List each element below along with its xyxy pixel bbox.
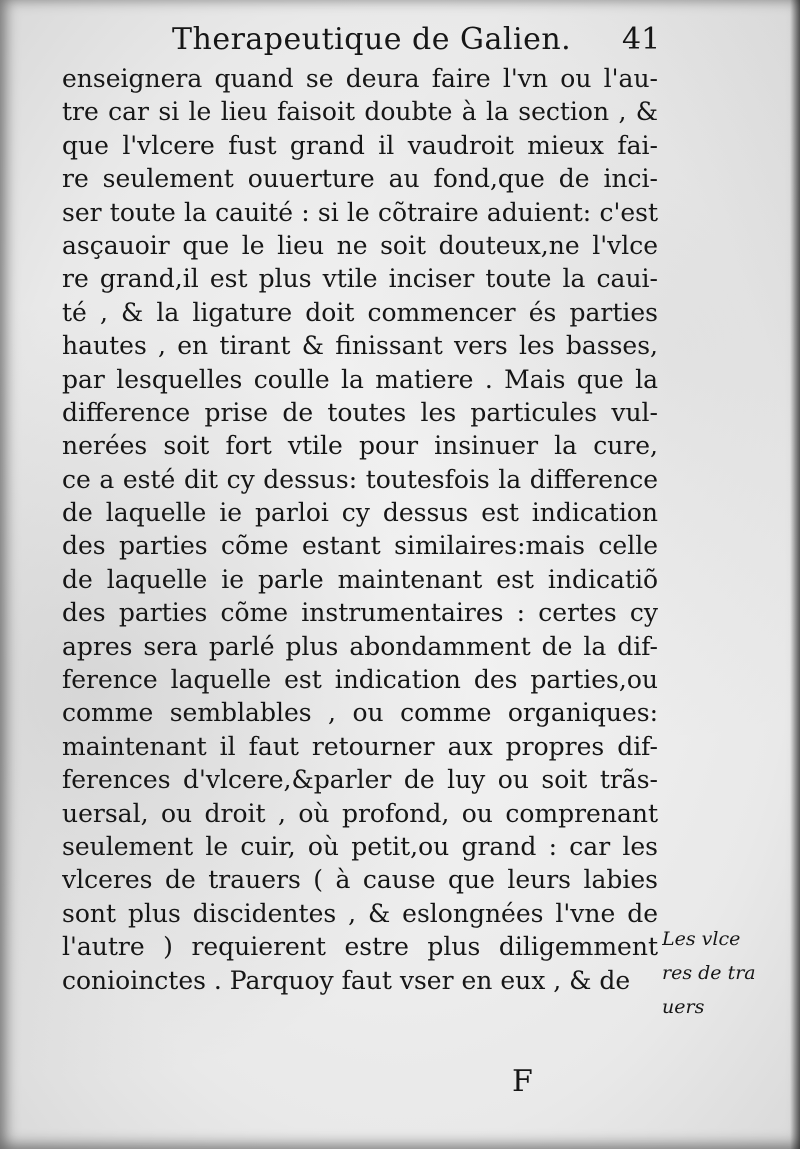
- text-line: des parties cõme estant similaires:mais celle: [62, 531, 658, 561]
- page-header: [0, 20, 800, 60]
- text-line: uersal, ou droit , où profond, ou comprenant: [62, 798, 658, 828]
- text-line: par lesquelles coulle la matiere . Mais que la: [62, 364, 658, 394]
- text-line: de laquelle ie parle maintenant est indicatiõ: [62, 564, 658, 594]
- text-line: comme semblables , ou comme organiques:: [62, 698, 658, 728]
- text-line: re grand,il est plus vtile inciser toute la caui-: [62, 264, 658, 294]
- margin-note-line: uers: [662, 996, 705, 1018]
- text-line: apres sera parlé plus abondamment de la dif-: [62, 631, 658, 661]
- text-line: difference prise de toutes les particules vul-: [62, 397, 658, 427]
- text-line: l'autre ) requierent estre plus diligemment: [62, 932, 658, 962]
- text-line: vlceres de trauers ( à cause que leurs labies: [62, 865, 658, 895]
- text-line: asçauoir que le lieu ne soit douteux,ne l'vlce: [62, 230, 658, 260]
- margin-note-line: Les vlce: [662, 928, 741, 950]
- text-line: seulement le cuir, où petit,ou grand : car les: [62, 831, 658, 861]
- text-line: sont plus discidentes , & eslongnées l'vne de: [62, 898, 658, 928]
- text-line: tre car si le lieu faisoit doubte à la section , &: [62, 97, 658, 127]
- running-title: Therapeutique de Galien.: [172, 22, 572, 57]
- text-line: re seulement ouuerture au fond,que de inci-: [62, 164, 658, 194]
- text-line: ser toute la cauité : si le cõtraire aduient: c'est: [62, 197, 658, 227]
- text-line: ferences d'vlcere,&parler de luy ou soit trãs-: [62, 765, 658, 795]
- body-text: [62, 62, 662, 997]
- text-line: que l'vlcere fust grand il vaudroit mieux fai-: [62, 130, 658, 160]
- margin-note-line: res de tra: [662, 962, 756, 984]
- margin-note: [662, 922, 798, 1024]
- page-number: 41: [622, 22, 661, 57]
- signature-mark: F: [512, 1064, 533, 1099]
- text-line: ce a esté dit cy dessus: toutesfois la difference: [62, 464, 658, 494]
- text-line: ference laquelle est indication des parties,ou: [62, 665, 658, 695]
- text-line: des parties cõme instrumentaires : certes cy: [62, 598, 658, 628]
- text-line: enseignera quand se deura faire l'vn ou l'au-: [62, 64, 658, 93]
- text-line: nerées soit fort vtile pour insinuer la cure,: [62, 431, 658, 461]
- text-line: hautes , en tirant & finissant vers les basses,: [62, 331, 658, 361]
- text-line: de laquelle ie parloi cy dessus est indication: [62, 498, 658, 528]
- text-line: maintenant il faut retourner aux propres dif-: [62, 731, 658, 761]
- text-line: té , & la ligature doit commencer és parties: [62, 297, 658, 327]
- text-line: conioinctes . Parquoy faut vser en eux , & de: [62, 965, 631, 995]
